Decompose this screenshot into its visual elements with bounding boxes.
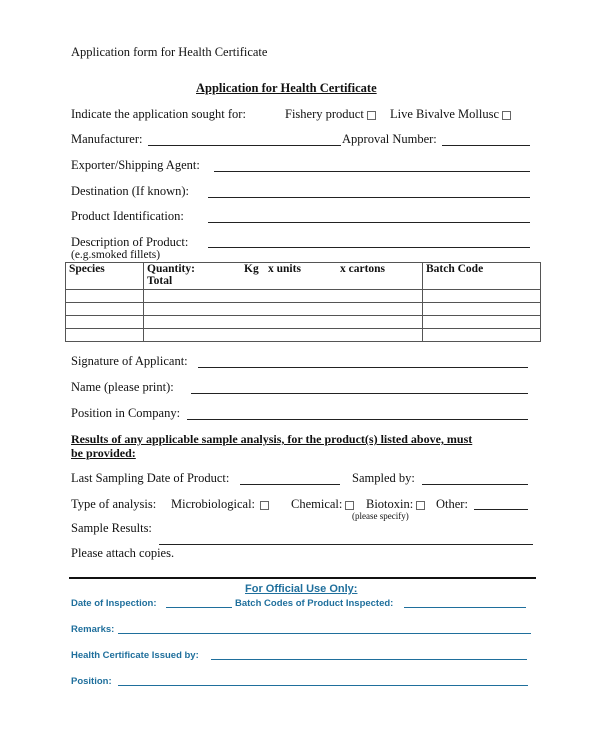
document-label: Application form for Health Certificate <box>71 45 268 59</box>
description-field[interactable] <box>208 247 530 248</box>
table-header-row <box>66 263 541 290</box>
please-specify-note: (please specify) <box>352 511 409 521</box>
species-header: Species <box>66 263 144 290</box>
issued-by-field[interactable] <box>211 659 527 660</box>
sample-results-field[interactable] <box>159 544 533 545</box>
exporter-label: Exporter/Shipping Agent: <box>71 158 200 172</box>
option-biotoxin-label: Biotoxin: <box>366 497 414 511</box>
name-field[interactable] <box>191 393 528 394</box>
option-bivalve-label: Live Bivalve Mollusc <box>390 107 500 121</box>
manufacturer-field[interactable] <box>148 145 341 146</box>
approval-field[interactable] <box>442 145 530 146</box>
manufacturer-label: Manufacturer: <box>71 132 143 146</box>
attach-note: Please attach copies. <box>71 546 175 560</box>
bivalve-checkbox[interactable] <box>502 111 511 120</box>
fishery-checkbox[interactable] <box>367 111 376 120</box>
sampled-by-field[interactable] <box>422 484 528 485</box>
official-divider <box>69 577 536 579</box>
quantity-header <box>144 263 423 290</box>
remarks-field[interactable] <box>118 633 531 634</box>
approval-label: Approval Number: <box>342 132 437 146</box>
product-table <box>65 262 541 342</box>
option-biotoxin[interactable] <box>366 497 425 512</box>
product-id-field[interactable] <box>208 222 530 223</box>
units-header: x units <box>268 263 301 275</box>
analysis-type-label: Type of analysis: <box>71 497 157 511</box>
table-row[interactable] <box>66 290 541 303</box>
option-micro[interactable] <box>171 497 269 512</box>
destination-label: Destination (If known): <box>71 184 190 198</box>
description-hint: (e.g.smoked fillets) <box>71 249 161 261</box>
form-title: Application for Health Certificate <box>196 81 377 95</box>
official-position-label: Position: <box>71 676 112 687</box>
results-heading-line2: be provided: <box>71 446 136 460</box>
sampled-by-label: Sampled by: <box>352 471 415 485</box>
last-sampling-label: Last Sampling Date of Product: <box>71 471 230 485</box>
exporter-field[interactable] <box>214 171 530 172</box>
option-other-label: Other: <box>436 497 468 511</box>
signature-label: Signature of Applicant: <box>71 354 188 368</box>
table-row[interactable] <box>66 316 541 329</box>
kg-header: Kg <box>244 263 259 275</box>
sample-results-label: Sample Results: <box>71 521 152 535</box>
position-field[interactable] <box>187 419 528 420</box>
batch-codes-field[interactable] <box>404 607 526 608</box>
biotoxin-checkbox[interactable] <box>416 501 425 510</box>
results-heading-line1: Results of any applicable sample analysis, for the product(s) listed above, must <box>71 432 473 446</box>
other-field[interactable] <box>474 509 528 510</box>
position-label: Position in Company: <box>71 406 181 420</box>
option-bivalve[interactable] <box>390 107 511 122</box>
option-fishery-label: Fishery product <box>285 107 364 121</box>
inspection-date-label: Date of Inspection: <box>71 598 157 609</box>
name-label: Name (please print): <box>71 380 174 394</box>
batch-header: Batch Code <box>423 263 541 290</box>
option-micro-label: Microbiological: <box>171 497 256 511</box>
table-row[interactable] <box>66 303 541 316</box>
signature-field[interactable] <box>198 367 528 368</box>
quantity-total-label: Total <box>147 275 173 287</box>
description-label: Description of Product: <box>71 235 189 249</box>
cartons-header: x cartons <box>340 263 386 275</box>
remarks-label: Remarks: <box>71 624 115 635</box>
official-heading: For Official Use Only: <box>245 583 358 595</box>
sought-label: Indicate the application sought for: <box>71 107 246 121</box>
inspection-date-field[interactable] <box>166 607 232 608</box>
micro-checkbox[interactable] <box>260 501 269 510</box>
product-id-label: Product Identification: <box>71 209 184 223</box>
quantity-header-label: Quantity: <box>147 263 195 275</box>
option-chemical-label: Chemical: <box>291 497 343 511</box>
option-fishery[interactable] <box>285 107 376 122</box>
issued-by-label: Health Certificate Issued by: <box>71 650 199 661</box>
official-position-field[interactable] <box>118 685 528 686</box>
destination-field[interactable] <box>208 197 530 198</box>
option-chemical[interactable] <box>291 497 354 512</box>
option-other[interactable] <box>436 497 468 512</box>
chemical-checkbox[interactable] <box>345 501 354 510</box>
last-sampling-field[interactable] <box>240 484 340 485</box>
table-row[interactable] <box>66 329 541 342</box>
batch-codes-label: Batch Codes of Product Inspected: <box>235 598 394 609</box>
